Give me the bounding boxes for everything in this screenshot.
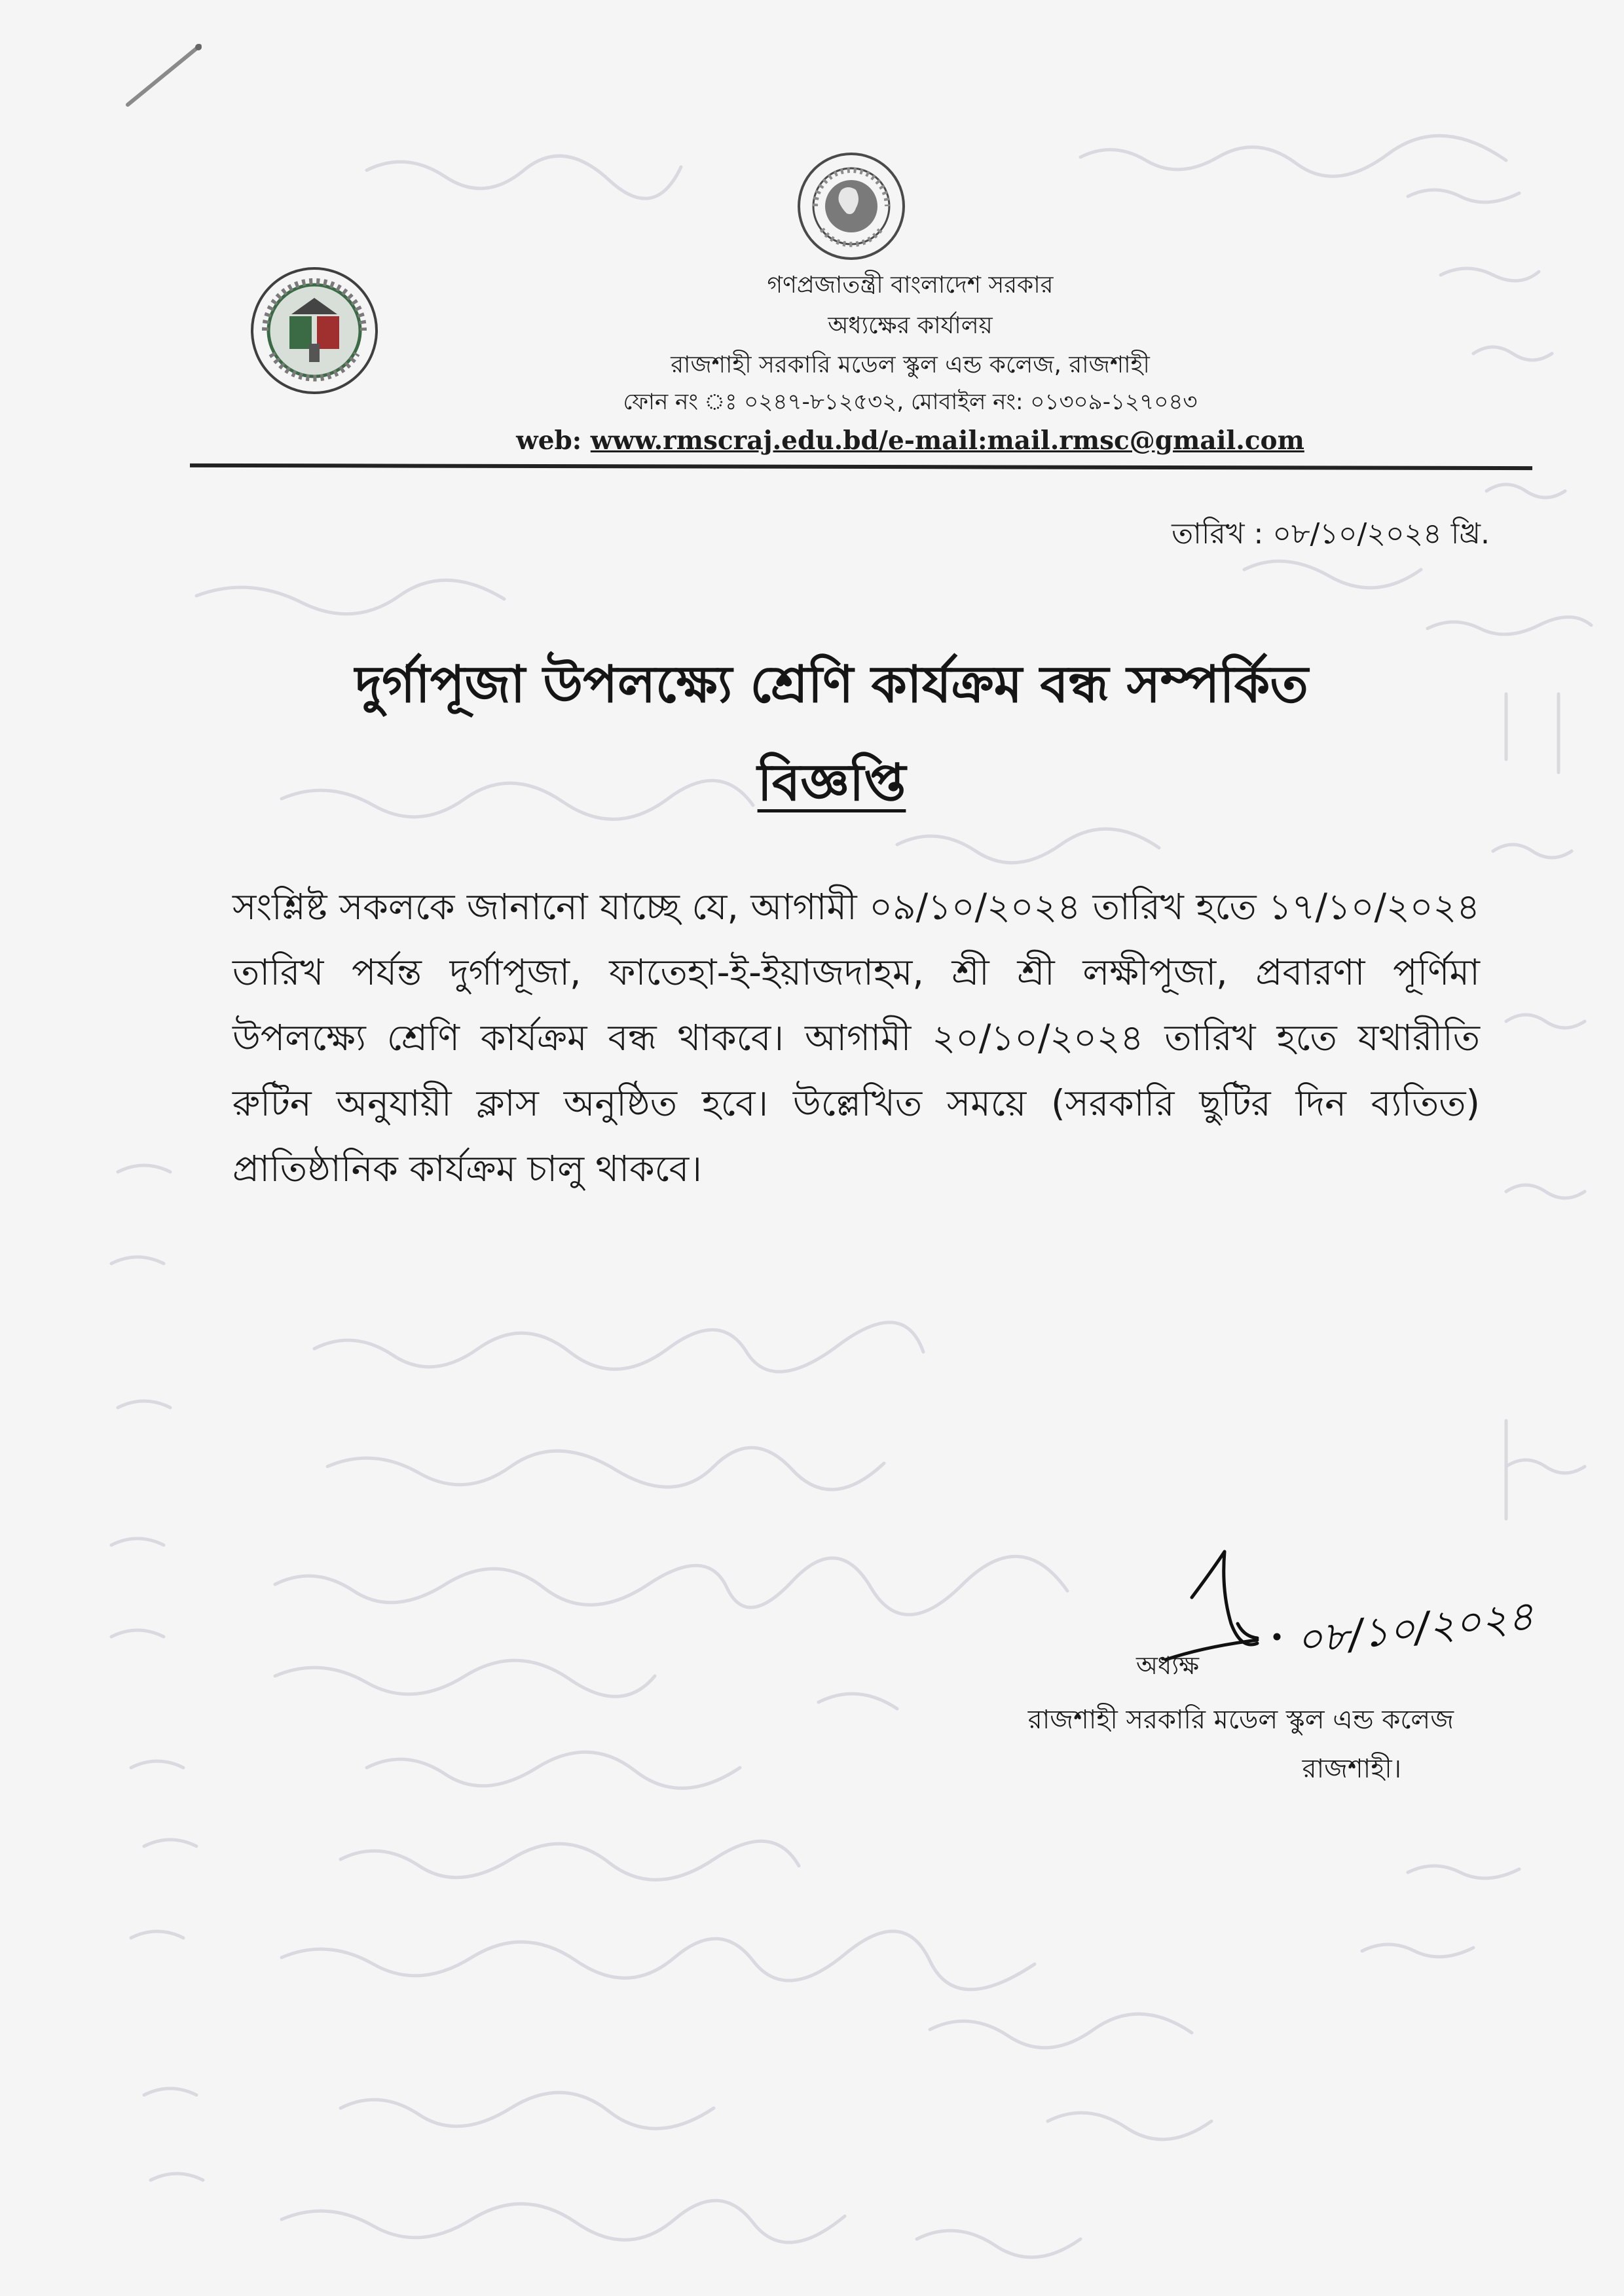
notice-heading [196, 743, 1467, 828]
web-contact [393, 426, 1428, 456]
college-name: রাজশাহী সরকারি মডেল স্কুল এন্ড কলেজ, রাজশাহী [671, 352, 1150, 378]
notice-title: দুর্গাপূজা উপলক্ষ্যে শ্রেণি কার্যক্রম বন্ধ সম্পর্কিত [355, 655, 1308, 714]
notice-body: সংশ্লিষ্ট সকলকে জানানো যাচ্ছে যে, আগামী ০৯/১০/২০২৪ তারিখ হতে ১৭/১০/২০২৪ তারিখ পর্যন্ত দুর্গাপূজা, ফাতেহা-ই-ইয়াজদাহম, শ্রী শ্রী লক্ষীপূজা, প্রবারণা পূর্ণিমা উপলক্ষ্যে শ্রেণি কার্যক্রম বন্ধ থাকবে। আগামী ২০/১০/২০২৪ তারিখ হতে যথারীতি রুটিন অনুযায়ী ক্লাস অনুষ্ঠিত হবে। উল্লেখিত সময়ে (সরকারি ছুটির দিন ব্যতিত) প্রাতিষ্ঠানিক কার্যক্রম চালু থাকবে। [232, 886, 1480, 1190]
signatory-city: রাজশাহী। [1302, 1754, 1401, 1784]
pin-mark-icon [121, 39, 206, 111]
phone-numbers: ফোন নং ঃ ০২৪৭-৮১২৫৩২, মোবাইল নং: ০১৩০৯-১২৭০৪৩ [623, 389, 1198, 415]
signatory-title: অধ্যক্ষ [1136, 1651, 1200, 1680]
header-divider [190, 464, 1532, 470]
office-name: অধ্যক্ষের কার্যালয় [828, 312, 993, 339]
government-name: গণপ্রজাতন্ত্রী বাংলাদেশ সরকার [767, 272, 1054, 299]
web-address: www.rmscraj.edu.bd/e-mail:mail.rmsc@gmail.com [590, 426, 1304, 456]
handwritten-signature [1153, 1545, 1598, 1696]
web-label: web: [516, 426, 591, 456]
school-logo-icon [249, 265, 380, 396]
government-seal-icon [796, 151, 907, 262]
notice-date: তারিখ : ০৮/১০/২০২৪ খ্রি. [1172, 517, 1490, 551]
signatory-college: রাজশাহী সরকারি মডেল স্কুল এন্ড কলেজ [1027, 1705, 1454, 1735]
signature-date: ০৮/১০/২০২৪ [1293, 1592, 1536, 1664]
notice-heading-text: বিজ্ঞপ্তি [757, 754, 906, 812]
